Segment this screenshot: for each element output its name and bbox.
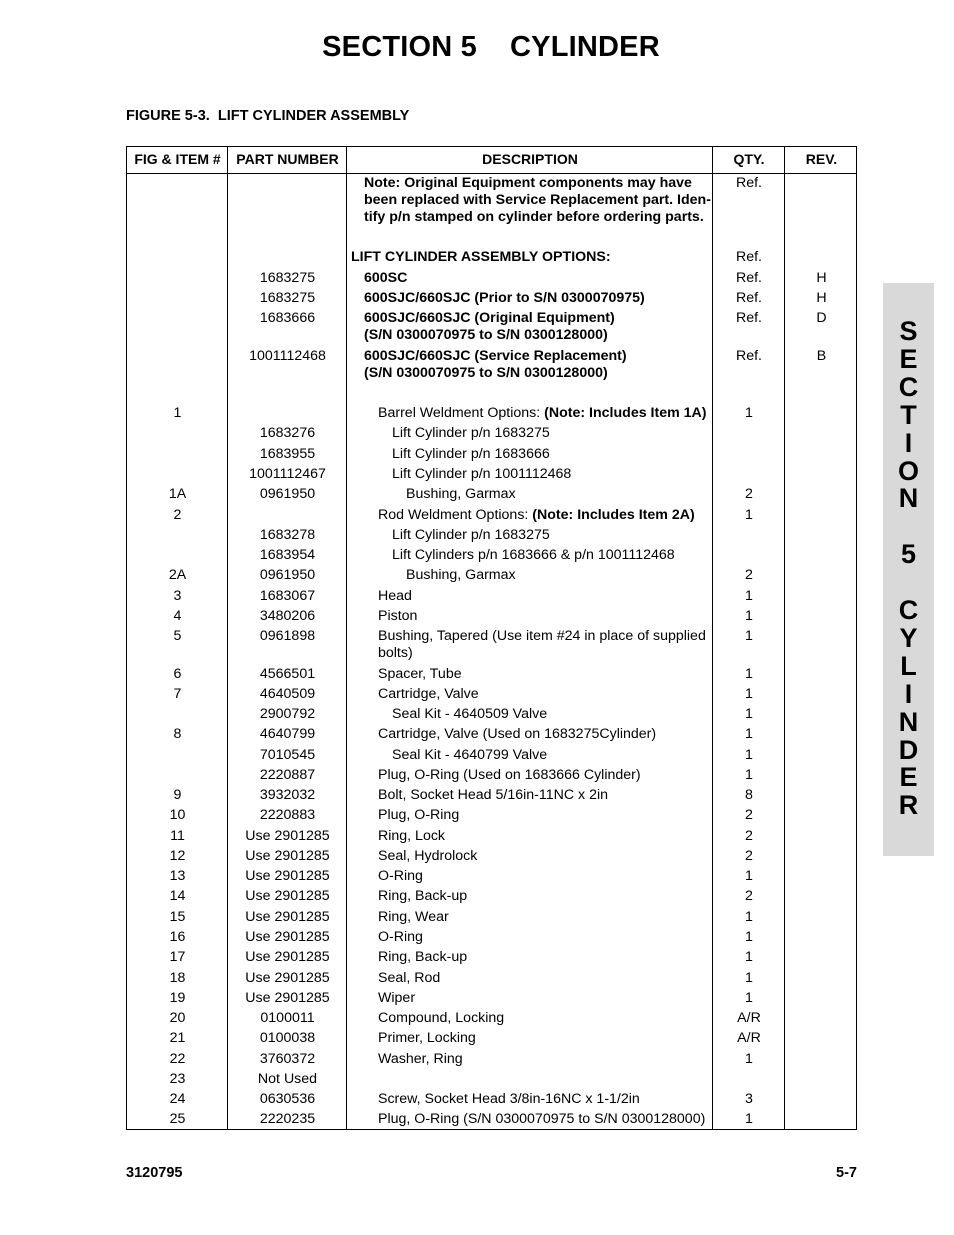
description-cell bbox=[378, 628, 706, 645]
description-text: Cartridge, Valve bbox=[378, 686, 479, 702]
side-tab-letter: L bbox=[900, 650, 917, 681]
side-tab-letter: N bbox=[898, 706, 919, 737]
part-number-cell: Use 2901285 bbox=[245, 868, 330, 884]
qty-cell: 2 bbox=[745, 888, 753, 904]
description-text: Piston bbox=[378, 608, 418, 624]
part-number-cell: Use 2901285 bbox=[245, 970, 330, 986]
description-text: Wiper bbox=[378, 990, 416, 1006]
qty-cell: 1 bbox=[745, 868, 753, 884]
description-text: Seal Kit - 4640509 Valve bbox=[392, 706, 548, 722]
fig-item-cell: 7 bbox=[173, 686, 182, 702]
side-tab-letter: I bbox=[904, 678, 913, 709]
qty-cell: 1 bbox=[745, 405, 753, 421]
qty-cell: 1 bbox=[745, 666, 753, 682]
part-number-cell: 1683067 bbox=[259, 588, 316, 604]
description-text: Ring, Back-up bbox=[378, 888, 468, 904]
rev-cell: H bbox=[816, 290, 827, 306]
fig-item-cell: 25 bbox=[169, 1111, 186, 1127]
description-text: 600SJC/660SJC (Original Equipment) bbox=[364, 310, 615, 326]
fig-item-cell: 8 bbox=[173, 726, 182, 742]
qty-cell: 1 bbox=[745, 909, 753, 925]
description-text: Plug, O-Ring (Used on 1683666 Cylinder) bbox=[378, 767, 641, 783]
fig-item-cell: 1A bbox=[168, 486, 187, 502]
qty-cell: 1 bbox=[745, 507, 753, 523]
description-text: Head bbox=[378, 588, 412, 604]
description-text: Bushing, Garmax bbox=[406, 567, 516, 583]
description-cell bbox=[392, 527, 550, 544]
fig-item-cell: 21 bbox=[169, 1030, 186, 1046]
page-number: 5-7 bbox=[836, 1165, 857, 1181]
description-cell bbox=[392, 706, 547, 723]
part-number-cell: 0961898 bbox=[259, 628, 316, 644]
side-tab-letter: Y bbox=[899, 622, 918, 653]
description-text: Note: Original Equipment components may have bbox=[364, 175, 692, 191]
description-cell bbox=[392, 425, 550, 442]
description-text: Primer, Locking bbox=[378, 1030, 476, 1046]
side-tab-letter: I bbox=[904, 427, 913, 458]
description-cell bbox=[364, 327, 608, 344]
description-text: (S/N 0300070975 to S/N 0300128000) bbox=[364, 327, 608, 343]
part-number-cell: 2220235 bbox=[259, 1111, 316, 1127]
header-description: DESCRIPTION bbox=[482, 151, 578, 167]
description-cell bbox=[406, 567, 516, 584]
fig-item-cell: 13 bbox=[169, 868, 186, 884]
header-part-number: PART NUMBER bbox=[236, 151, 339, 167]
description-cell bbox=[378, 929, 423, 946]
description-text: Bushing, Tapered (Use item #24 in place of supplied bbox=[378, 628, 706, 644]
fig-item-cell: 12 bbox=[169, 848, 186, 864]
part-number-cell: 3932032 bbox=[259, 787, 316, 803]
side-tab-letter: D bbox=[898, 734, 919, 765]
qty-cell: 2 bbox=[745, 848, 753, 864]
description-text: 600SC bbox=[364, 270, 408, 286]
fig-item-cell: 2A bbox=[168, 567, 187, 583]
description-text: Ring, Wear bbox=[378, 909, 449, 925]
side-tab-letter: 5 bbox=[900, 539, 917, 570]
qty-cell: 1 bbox=[745, 949, 753, 965]
section-side-tab bbox=[883, 283, 934, 856]
description-text: Lift Cylinder p/n 1683666 bbox=[392, 446, 550, 462]
qty-cell: A/R bbox=[737, 1030, 761, 1046]
part-number-cell: Use 2901285 bbox=[245, 929, 330, 945]
description-cell bbox=[378, 949, 467, 966]
part-number-cell: 1683275 bbox=[259, 290, 316, 306]
part-number-cell: Use 2901285 bbox=[245, 888, 330, 904]
fig-item-cell: 23 bbox=[169, 1071, 186, 1087]
fig-item-cell: 6 bbox=[173, 666, 182, 682]
fig-item-cell: 11 bbox=[170, 828, 185, 844]
fig-item-cell: 4 bbox=[173, 608, 182, 624]
qty-cell: 3 bbox=[745, 1091, 753, 1107]
description-cell bbox=[378, 1051, 463, 1068]
fig-item-cell: 14 bbox=[169, 888, 186, 904]
part-number-cell: 0961950 bbox=[259, 486, 316, 502]
part-number-cell: 7010545 bbox=[259, 747, 316, 763]
qty-cell: 1 bbox=[745, 628, 753, 644]
part-number-cell: 2220883 bbox=[259, 807, 316, 823]
description-cell bbox=[364, 192, 711, 209]
fig-item-cell: 16 bbox=[169, 929, 186, 945]
description-cell bbox=[378, 405, 707, 422]
fig-item-cell: 10 bbox=[169, 807, 186, 823]
part-number-cell: 2900792 bbox=[259, 706, 316, 722]
side-tab-letter: T bbox=[900, 399, 917, 430]
part-number-cell: Not Used bbox=[257, 1071, 318, 1087]
description-text: Bushing, Garmax bbox=[406, 486, 516, 502]
description-cell bbox=[378, 1010, 504, 1027]
description-text: Lift Cylinder p/n 1683275 bbox=[392, 425, 550, 441]
description-cell bbox=[378, 848, 477, 865]
description-text: Ring, Back-up bbox=[378, 949, 468, 965]
description-cell bbox=[364, 175, 692, 192]
part-number-cell: 3480206 bbox=[259, 608, 316, 624]
fig-item-cell: 19 bbox=[169, 990, 186, 1006]
qty-cell: Ref. bbox=[735, 348, 763, 364]
description-text: Spacer, Tube bbox=[378, 666, 462, 682]
description-cell bbox=[364, 365, 608, 382]
description-text: Lift Cylinder p/n 1001112468 bbox=[392, 466, 572, 482]
qty-cell: 1 bbox=[745, 706, 753, 722]
qty-cell: Ref. bbox=[735, 270, 763, 286]
part-number-cell: Use 2901285 bbox=[245, 909, 330, 925]
description-cell bbox=[378, 1111, 705, 1128]
side-tab-letter: N bbox=[898, 483, 919, 514]
side-tab-letter: E bbox=[899, 762, 918, 793]
description-cell bbox=[378, 888, 467, 905]
description-cell bbox=[378, 1030, 476, 1047]
rev-cell: B bbox=[816, 348, 827, 364]
description-cell bbox=[364, 310, 615, 327]
side-tab-letter: R bbox=[898, 790, 919, 821]
description-text: O-Ring bbox=[378, 868, 423, 884]
fig-item-cell: 3 bbox=[173, 588, 182, 604]
description-text: Ring, Lock bbox=[378, 828, 446, 844]
description-text: (S/N 0300070975 to S/N 0300128000) bbox=[364, 365, 608, 381]
header-rev: REV. bbox=[805, 151, 838, 167]
part-number-cell: 0100011 bbox=[260, 1010, 315, 1026]
part-number-cell: 1683666 bbox=[259, 310, 316, 326]
description-text: Compound, Locking bbox=[378, 1010, 505, 1026]
description-cell bbox=[378, 990, 415, 1007]
qty-cell: 1 bbox=[745, 990, 753, 1006]
header-fig: FIG & ITEM # bbox=[134, 151, 221, 167]
description-text: Bolt, Socket Head 5/16in-11NC x 2in bbox=[378, 787, 609, 803]
description-cell bbox=[364, 290, 645, 307]
side-tab-letter: S bbox=[899, 316, 918, 346]
qty-cell: 8 bbox=[745, 787, 753, 803]
fig-item-cell: 20 bbox=[169, 1010, 186, 1026]
part-number-cell: 1683276 bbox=[259, 425, 316, 441]
description-cell bbox=[392, 466, 571, 483]
fig-item-cell: 5 bbox=[173, 628, 182, 644]
qty-cell: A/R bbox=[737, 1010, 761, 1026]
description-text: tify p/n stamped on cylinder before ordering parts. bbox=[364, 209, 704, 225]
part-number-cell: 2220887 bbox=[259, 767, 316, 783]
fig-item-cell: 1 bbox=[173, 405, 182, 421]
description-cell bbox=[406, 486, 516, 503]
description-text: Plug, O-Ring bbox=[378, 807, 460, 823]
description-cell bbox=[378, 686, 479, 703]
qty-cell: Ref. bbox=[735, 175, 763, 191]
description-cell bbox=[378, 970, 440, 987]
part-number-cell: 4566501 bbox=[259, 666, 316, 682]
qty-cell: 1 bbox=[745, 747, 753, 763]
description-text: 600SJC/660SJC (Prior to S/N 0300070975) bbox=[364, 290, 645, 306]
description-text: bolts) bbox=[378, 645, 413, 661]
part-number-cell: 4640509 bbox=[259, 686, 316, 702]
qty-cell: Ref. bbox=[735, 310, 763, 326]
description-text: 600SJC/660SJC (Service Replacement) bbox=[364, 348, 627, 364]
page-title: SECTION 5 CYLINDER bbox=[322, 31, 660, 63]
qty-cell: 1 bbox=[745, 929, 753, 945]
description-cell bbox=[378, 645, 413, 662]
part-number-cell: 1683955 bbox=[259, 446, 316, 462]
description-text: Rod Weldment Options: bbox=[378, 507, 533, 523]
description-text: O-Ring bbox=[378, 929, 423, 945]
description-text: Seal, Hydrolock bbox=[378, 848, 478, 864]
description-cell bbox=[378, 588, 412, 605]
qty-cell: 2 bbox=[745, 567, 753, 583]
figure-caption: FIGURE 5-3. LIFT CYLINDER ASSEMBLY bbox=[126, 108, 410, 124]
part-number-cell: 1683278 bbox=[259, 527, 316, 543]
part-number-cell: 1001112467 bbox=[249, 466, 326, 482]
qty-cell: 1 bbox=[745, 1111, 753, 1127]
part-number-cell: 0630536 bbox=[259, 1091, 316, 1107]
qty-cell: 1 bbox=[745, 686, 753, 702]
part-number-cell: Use 2901285 bbox=[245, 828, 330, 844]
parts-table bbox=[126, 146, 857, 1130]
description-text: been replaced with Service Replacement part. Iden- bbox=[364, 192, 711, 208]
description-text: Barrel Weldment Options: bbox=[378, 405, 545, 421]
description-cell bbox=[392, 747, 547, 764]
description-cell bbox=[378, 1091, 640, 1108]
fig-item-cell: 9 bbox=[173, 787, 182, 803]
side-tab-letter: C bbox=[898, 595, 919, 625]
rev-cell: H bbox=[816, 270, 827, 286]
description-cell bbox=[364, 348, 627, 365]
part-number-cell: Use 2901285 bbox=[245, 848, 330, 864]
part-number-cell: Use 2901285 bbox=[245, 990, 330, 1006]
qty-cell: 1 bbox=[745, 726, 753, 742]
description-cell bbox=[364, 209, 704, 226]
description-text: Cartridge, Valve (Used on 1683275Cylinder) bbox=[378, 726, 657, 742]
description-cell bbox=[378, 828, 445, 845]
description-cell bbox=[378, 909, 449, 926]
rev-cell: D bbox=[816, 310, 827, 326]
description-cell bbox=[378, 608, 417, 625]
qty-cell: 1 bbox=[745, 767, 753, 783]
part-number-cell: 0961950 bbox=[259, 567, 316, 583]
description-text: Screw, Socket Head 3/8in-16NC x 1-1/2in bbox=[378, 1091, 640, 1107]
description-text: Lift Cylinder p/n 1683275 bbox=[392, 527, 550, 543]
description-text: Washer, Ring bbox=[378, 1051, 463, 1067]
fig-item-cell: 15 bbox=[169, 909, 186, 925]
description-text: LIFT CYLINDER ASSEMBLY OPTIONS: bbox=[351, 249, 611, 265]
fig-item-cell: 2 bbox=[173, 507, 182, 523]
fig-item-cell: 18 bbox=[169, 970, 186, 986]
header-qty: QTY. bbox=[733, 151, 765, 167]
fig-item-cell: 22 bbox=[169, 1051, 186, 1067]
qty-cell: 2 bbox=[745, 486, 753, 502]
fig-item-cell: 17 bbox=[169, 949, 186, 965]
description-cell bbox=[378, 787, 608, 804]
part-number-cell: 0100038 bbox=[259, 1030, 316, 1046]
document-number: 3120795 bbox=[126, 1165, 183, 1181]
description-cell bbox=[378, 507, 695, 524]
qty-cell: 2 bbox=[745, 807, 753, 823]
description-cell bbox=[351, 249, 611, 266]
description-text: Seal, Rod bbox=[378, 970, 441, 986]
qty-cell: 1 bbox=[745, 970, 753, 986]
part-number-cell: 1001112468 bbox=[249, 348, 326, 364]
side-tab-letter: E bbox=[899, 343, 918, 374]
qty-cell: 1 bbox=[745, 608, 753, 624]
description-cell bbox=[378, 807, 459, 824]
side-tab-letter: O bbox=[897, 455, 919, 486]
side-tab-letter: C bbox=[898, 371, 919, 402]
qty-cell: 1 bbox=[745, 588, 753, 604]
description-cell bbox=[378, 666, 462, 683]
description-note: (Note: Includes Item 2A) bbox=[532, 507, 695, 523]
description-cell bbox=[378, 726, 656, 743]
description-text: Plug, O-Ring (S/N 0300070975 to S/N 0300128000) bbox=[378, 1111, 706, 1127]
part-number-cell: 4640799 bbox=[259, 726, 316, 742]
description-text: Lift Cylinders p/n 1683666 & p/n 1001112468 bbox=[392, 547, 675, 563]
description-text: Seal Kit - 4640799 Valve bbox=[392, 747, 548, 763]
qty-cell: 2 bbox=[745, 828, 753, 844]
part-number-cell: 1683954 bbox=[259, 547, 316, 563]
description-cell bbox=[378, 767, 641, 784]
part-number-cell: 1683275 bbox=[259, 270, 316, 286]
description-cell bbox=[392, 547, 675, 564]
description-cell bbox=[364, 270, 407, 287]
qty-cell: 1 bbox=[745, 1051, 753, 1067]
part-number-cell: 3760372 bbox=[259, 1051, 316, 1067]
description-cell bbox=[378, 868, 423, 885]
fig-item-cell: 24 bbox=[169, 1091, 186, 1107]
description-cell bbox=[392, 446, 550, 463]
description-note: (Note: Includes Item 1A) bbox=[544, 405, 707, 421]
qty-cell: Ref. bbox=[735, 290, 763, 306]
header-divider bbox=[127, 173, 856, 174]
part-number-cell: Use 2901285 bbox=[245, 949, 330, 965]
qty-cell: Ref. bbox=[735, 249, 763, 265]
